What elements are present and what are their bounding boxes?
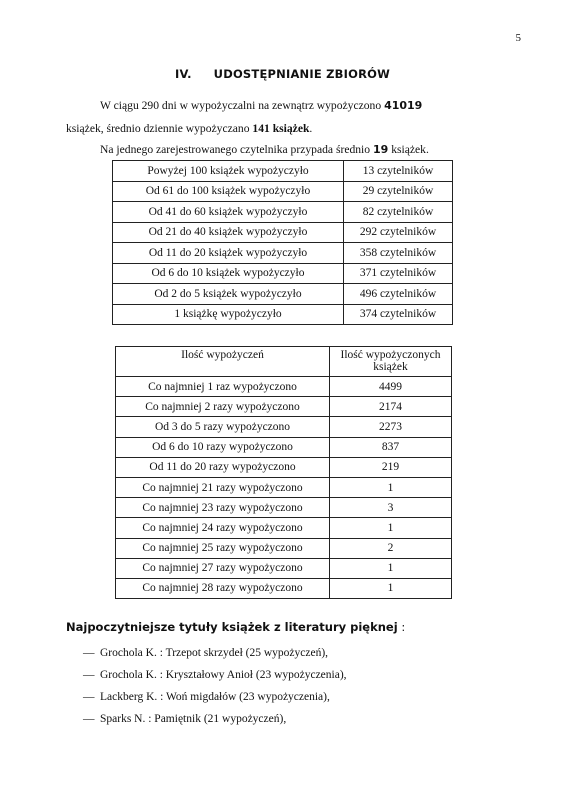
table-row [116,417,452,437]
row-value: 29 czytelników [344,181,453,202]
paragraph-text: W ciągu 290 dni w wypożyczalni na zewnątrz wypożyczono [100,99,385,112]
dash-bullet: — [83,691,95,703]
row-label: Od 21 do 40 książek wypożyczyło [113,222,344,243]
book-title: Grochola K. : Kryształowy Anioł (23 wypożyczenia), [100,669,347,681]
row-label: Co najmniej 25 razy wypożyczono [116,538,330,558]
row-label: Od 3 do 5 razy wypożyczono [116,417,330,437]
page-number: 5 [515,32,521,44]
table-row [116,578,452,598]
row-value: 13 czytelników [344,161,453,182]
per-reader-paragraph [100,138,500,161]
row-value: 837 [330,437,452,457]
per-reader-value: 19 [372,143,389,156]
table-row [116,457,452,477]
row-label: Od 11 do 20 książek wypożyczyło [113,243,344,264]
row-value: 1 [330,477,452,497]
row-value: 3 [330,498,452,518]
section-title: UDOSTĘPNIANIE ZBIORÓW [213,67,390,81]
book-title: Grochola K. : Trzepot skrzydeł (25 wypożyczeń), [100,647,329,659]
table-row [116,518,452,538]
row-label: Co najmniej 21 razy wypożyczono [116,477,330,497]
row-label: Od 6 do 10 razy wypożyczono [116,437,330,457]
table-row [113,222,453,243]
favorites-title-text: Najpoczytniejsze tytuły książek z literatury pięknej [66,620,398,634]
row-value: 371 czytelników [344,263,453,284]
row-label: Od 11 do 20 razy wypożyczono [116,457,330,477]
row-value: 496 czytelników [344,284,453,305]
row-label: Co najmniej 27 razy wypożyczono [116,558,330,578]
readers-table [112,160,453,325]
row-value: 292 czytelników [344,222,453,243]
book-title: Lackberg K. : Woń migdałów (23 wypożyczenia), [100,691,330,703]
table-row [116,437,452,457]
table-row [113,181,453,202]
row-label: Co najmniej 1 raz wypożyczono [116,377,330,397]
paragraph-text: . [309,122,313,135]
table-row [113,202,453,223]
row-value: 1 [330,558,452,578]
row-value: 2 [330,538,452,558]
table-header-row [116,347,452,377]
table-row [113,243,453,264]
row-value: 1 [330,578,452,598]
row-value: 219 [330,457,452,477]
row-label: Co najmniej 28 razy wypożyczono [116,578,330,598]
list-item [83,642,347,664]
table-row [116,558,452,578]
table-row [113,161,453,182]
row-value: 2174 [330,397,452,417]
row-value: 4499 [330,377,452,397]
dash-bullet: — [83,647,95,659]
section-number: IV. [175,67,192,81]
daily-average-value: 141 książek [252,122,310,135]
row-value: 374 czytelników [344,304,453,325]
table-row [116,377,452,397]
row-label: Od 61 do 100 książek wypożyczyło [113,181,344,202]
section-heading [0,67,565,81]
favorites-title [66,620,405,634]
table-row [116,397,452,417]
row-label: Co najmniej 2 razy wypożyczono [116,397,330,417]
list-item [83,686,347,708]
row-label: Co najmniej 24 razy wypożyczono [116,518,330,538]
paragraph-text: Na jednego zarejestrowanego czytelnika przypada średnio [100,143,373,156]
column-header-loan-count: Ilość wypożyczeń [116,347,330,377]
table-row [113,263,453,284]
list-item [83,708,347,730]
book-title: Sparks N. : Pamiętnik (21 wypożyczeń), [100,713,287,725]
table-row [116,538,452,558]
favorites-title-suffix: : [397,620,406,634]
table-row [116,477,452,497]
row-label: Od 6 do 10 książek wypożyczyło [113,263,344,284]
paragraph-text: książek, średnio dziennie wypożyczano [66,122,253,135]
table-row [113,284,453,305]
column-header-books-count: Ilość wypożyczonych książek [330,347,452,377]
favorites-list [83,642,347,730]
list-item [83,664,347,686]
total-loans-value: 41019 [384,99,423,112]
row-label: 1 książkę wypożyczyło [113,304,344,325]
row-value: 2273 [330,417,452,437]
loans-summary-paragraph [66,94,494,140]
table-row [113,304,453,325]
table-row [116,498,452,518]
row-value: 1 [330,518,452,538]
row-value: 82 czytelników [344,202,453,223]
row-label: Powyżej 100 książek wypożyczyło [113,161,344,182]
dash-bullet: — [83,669,95,681]
dash-bullet: — [83,713,95,725]
row-label: Od 2 do 5 książek wypożyczyło [113,284,344,305]
row-label: Od 41 do 60 książek wypożyczyło [113,202,344,223]
paragraph-text: książek. [388,143,429,156]
loans-table [115,346,452,599]
row-label: Co najmniej 23 razy wypożyczono [116,498,330,518]
row-value: 358 czytelników [344,243,453,264]
